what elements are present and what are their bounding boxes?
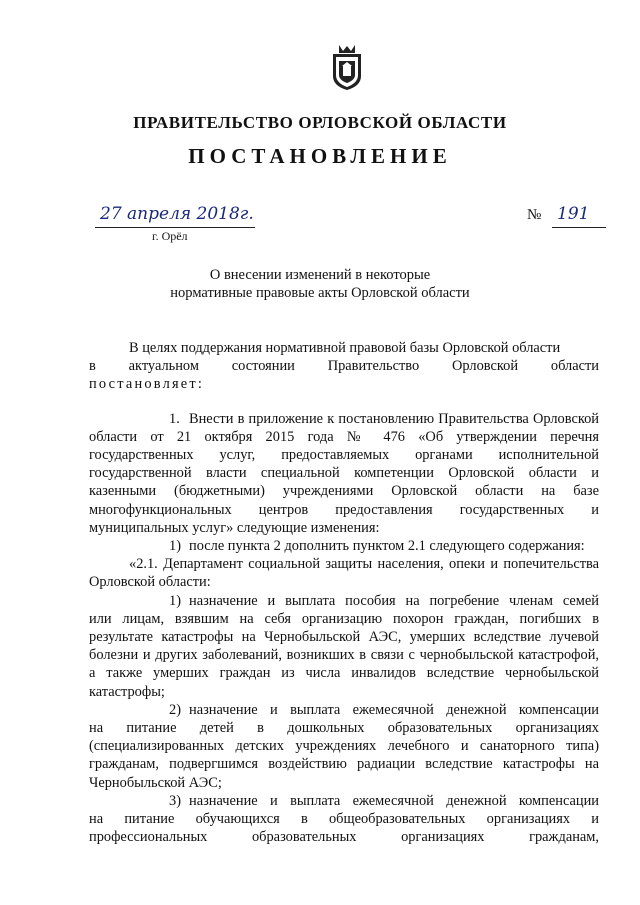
document-type-title: ПОСТАНОВЛЕНИЕ xyxy=(188,144,452,168)
list-item-2-number: 2) xyxy=(169,701,181,718)
document-subject xyxy=(0,266,640,302)
list-item-3-text: на питание обучающихся в общеобразовательных организациях и профессиональных образовательных организациях гражданам, xyxy=(89,811,599,846)
number-underline xyxy=(552,227,606,228)
list-item-2-text: на питание детей в дошкольных образовательных организациях (специализированных детских учреждениях лечебного и санаторного типа) гражданам, подвергшимся воздействию радиации вследствие катастрофы на Чернобыльской АЭС; xyxy=(89,720,599,791)
subject-line-2: нормативные правовые акты Орловской области xyxy=(170,285,470,301)
list-item-1-text: или лицам, взявшим на себя организацию похорон граждан, погибших в результате катастрофы на Чернобыльской АЭС, умерших вследствие лучевой болезни и других заболеваний, возникших в связи с чернобыльской катастрофой, а также умерших граждан из числа инвалидов вследствие чернобыльской катастрофы; xyxy=(89,610,599,700)
subject-line-1: О внесении изменений в некоторые xyxy=(209,267,431,283)
document-city: г. Орёл xyxy=(152,229,188,243)
list-item-3-number: 3) xyxy=(169,792,181,809)
subitem-1: 1) после пункта 2 дополнить пунктом 2.1 следующего содержания: xyxy=(89,537,599,555)
document-number: 191 xyxy=(557,204,590,224)
item-1-text: области от 21 октября 2015 года № 476 «Об утверждении перечня государственных услуг, предоставляемых органами исполнительной государственной власти специальной компетенции Орловской области и казенными (бюджетными) учреждениями Орловской области на базе многофункциональных центров предоставления государственных и муниципальных услуг» следующие изменения: xyxy=(89,428,599,536)
item-1-first-line: 1. Внести в приложение к постановлению Правительства Орловской xyxy=(89,410,599,428)
list-item-3-first: 3) назначение и выплата ежемесячной денежной компенсации xyxy=(89,792,599,810)
preamble-line-3: постановляет: xyxy=(89,376,205,393)
item-1-number: 1. xyxy=(169,410,180,427)
list-item-2-first: 2) назначение и выплата ежемесячной денежной компенсации xyxy=(89,701,599,719)
preamble-line-1: В целях поддержания нормативной правовой базы Орловской области xyxy=(129,340,561,356)
list-item-1-number: 1) xyxy=(169,592,181,609)
date-underline xyxy=(95,227,255,228)
paragraph-gap xyxy=(89,394,599,410)
number-sign: № xyxy=(527,207,542,223)
coat-of-arms-icon xyxy=(329,42,365,92)
list-item-1-first: 1) назначение и выплата пособия на погребение членам семей xyxy=(89,592,599,610)
clause-2-1: «2.1. Департамент социальной защиты населения, опеки и попечительства Орловской области: xyxy=(89,556,599,591)
government-title: ПРАВИТЕЛЬСТВО ОРЛОВСКОЙ ОБЛАСТИ xyxy=(133,113,507,132)
document-body xyxy=(89,339,599,846)
preamble-line-2: в актуальном состоянии Правительство Орловской области xyxy=(89,358,599,375)
subitem-1-number: 1) xyxy=(169,538,181,555)
document-date: 27 апреля 2018г. xyxy=(100,204,254,224)
